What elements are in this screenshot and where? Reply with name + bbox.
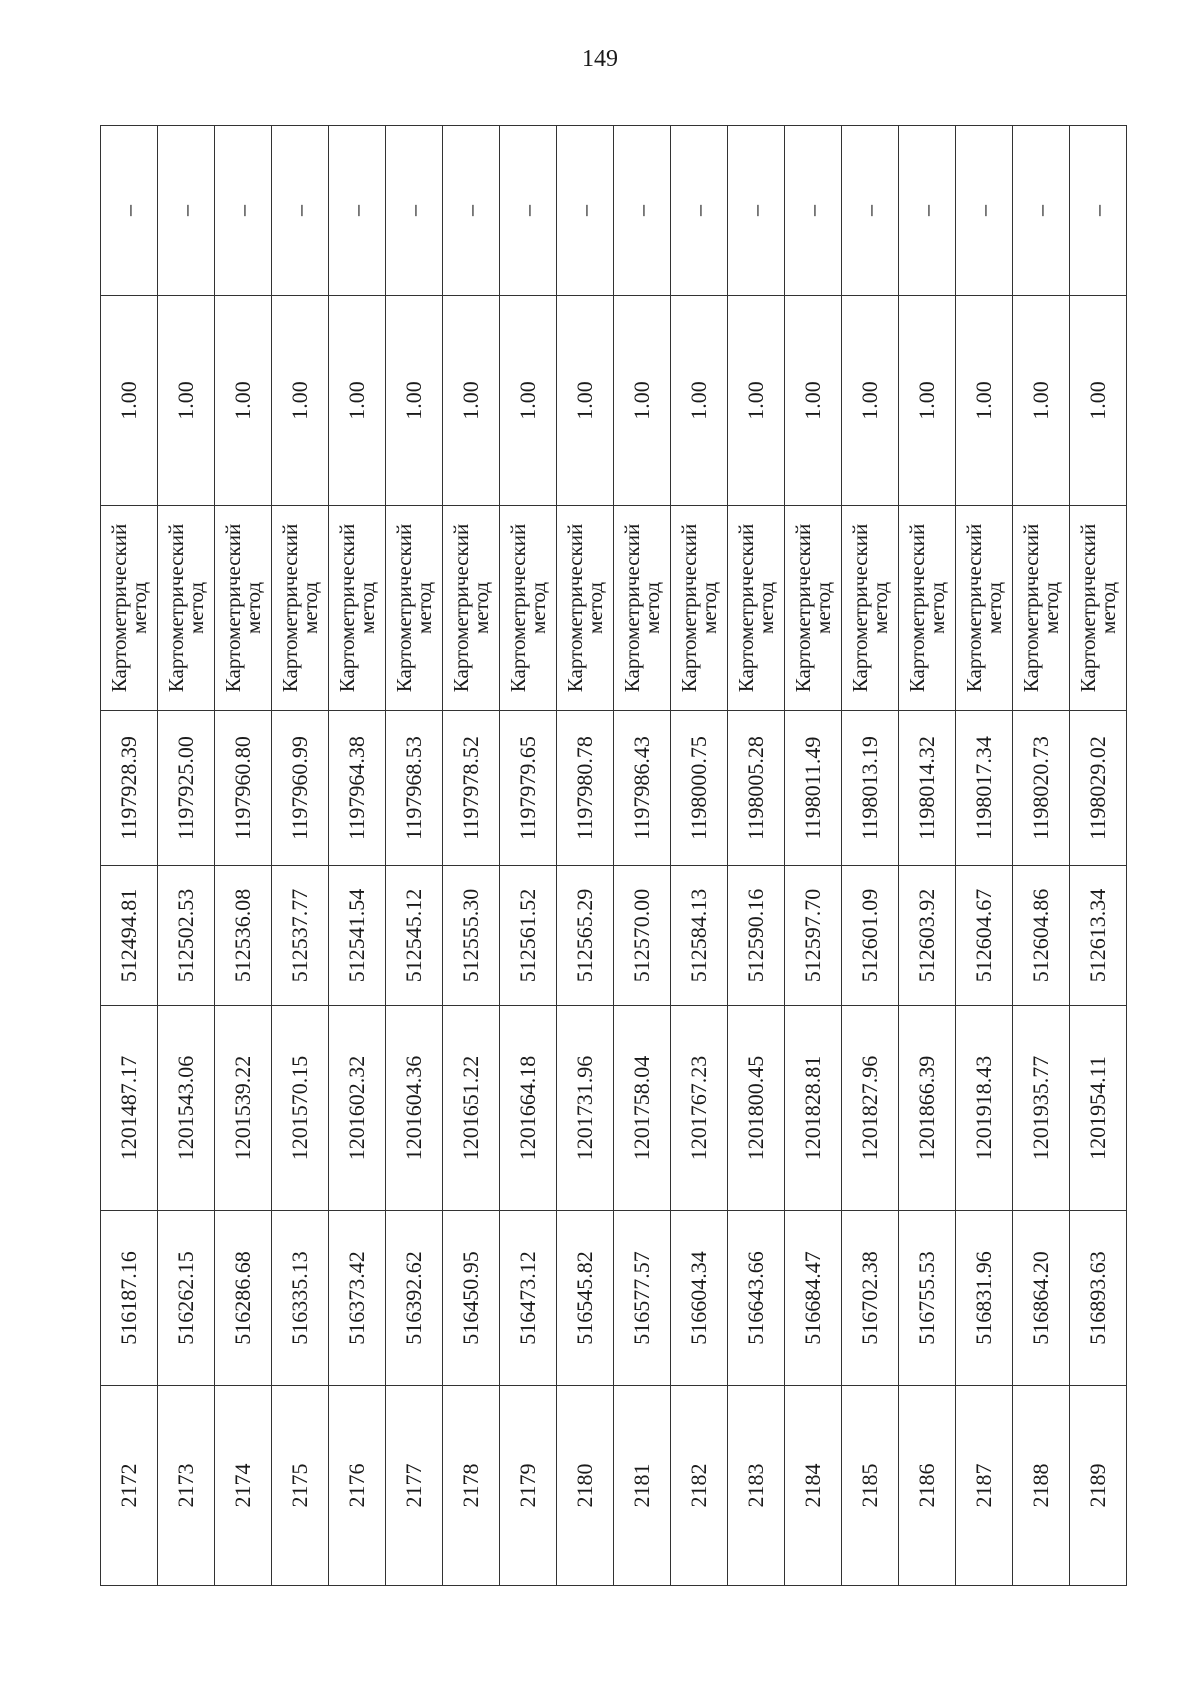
- point-number-cell: 2188: [1013, 1386, 1070, 1586]
- method-line-2: метод: [754, 581, 778, 635]
- note-cell: –: [956, 126, 1013, 296]
- method-line-2: метод: [1039, 581, 1063, 635]
- method-cell: [956, 506, 1013, 711]
- method-cell: [1013, 506, 1070, 711]
- x-coordinate-cell: 516473.12: [500, 1211, 557, 1386]
- x-coordinate-cell: 516392.62: [386, 1211, 443, 1386]
- note-cell: –: [443, 126, 500, 296]
- y-coordinate-secondary-cell: 1198014.32: [899, 711, 956, 866]
- y-coordinate-secondary-cell: 1197986.43: [614, 711, 671, 866]
- method-cell: [443, 506, 500, 711]
- method-line-1: Картометрический: [278, 523, 302, 693]
- point-number-cell: 2189: [1070, 1386, 1127, 1586]
- y-coordinate-secondary-cell: 1197968.53: [386, 711, 443, 866]
- y-coordinate-secondary-cell: 1197925.00: [158, 711, 215, 866]
- y-coordinate-secondary-cell: 1198020.73: [1013, 711, 1070, 866]
- method-line-2: метод: [583, 581, 607, 635]
- y-coordinate-cell: 1201935.77: [1013, 1006, 1070, 1211]
- point-number-cell: 2184: [785, 1386, 842, 1586]
- x-coordinate-secondary-cell: 512494.81: [101, 866, 158, 1006]
- method-line-2: метод: [298, 581, 322, 635]
- accuracy-cell: 1.00: [272, 296, 329, 506]
- accuracy-cell: 1.00: [557, 296, 614, 506]
- table-row: [443, 126, 500, 1586]
- accuracy-cell: 1.00: [443, 296, 500, 506]
- point-number-cell: 2174: [215, 1386, 272, 1586]
- method-cell: [899, 506, 956, 711]
- x-coordinate-secondary-cell: 512536.08: [215, 866, 272, 1006]
- y-coordinate-cell: 1201767.23: [671, 1006, 728, 1211]
- y-coordinate-cell: 1201543.06: [158, 1006, 215, 1211]
- y-coordinate-cell: 1201602.32: [329, 1006, 386, 1211]
- method-cell: [386, 506, 443, 711]
- method-line-1: Картометрический: [506, 523, 530, 693]
- x-coordinate-secondary-cell: 512613.34: [1070, 866, 1127, 1006]
- point-number-cell: 2175: [272, 1386, 329, 1586]
- table-body: [101, 126, 1127, 1586]
- method-line-1: Картометрический: [164, 523, 188, 693]
- note-cell: –: [329, 126, 386, 296]
- y-coordinate-secondary-cell: 1198017.34: [956, 711, 1013, 866]
- method-line-1: Картометрический: [848, 523, 872, 693]
- page-number: 149: [582, 46, 618, 72]
- x-coordinate-secondary-cell: 512584.13: [671, 866, 728, 1006]
- point-number-cell: 2180: [557, 1386, 614, 1586]
- method-line-1: Картометрический: [905, 523, 929, 693]
- table-row: [728, 126, 785, 1586]
- accuracy-cell: 1.00: [842, 296, 899, 506]
- x-coordinate-secondary-cell: 512604.67: [956, 866, 1013, 1006]
- x-coordinate-cell: 516187.16: [101, 1211, 158, 1386]
- y-coordinate-cell: 1201800.45: [728, 1006, 785, 1211]
- x-coordinate-secondary-cell: 512541.54: [329, 866, 386, 1006]
- note-cell: –: [386, 126, 443, 296]
- method-line-1: Картометрический: [563, 523, 587, 693]
- method-cell: [101, 506, 158, 711]
- x-coordinate-cell: 516893.63: [1070, 1211, 1127, 1386]
- method-line-1: Картометрический: [620, 523, 644, 693]
- y-coordinate-secondary-cell: 1198029.02: [1070, 711, 1127, 866]
- point-number-cell: 2185: [842, 1386, 899, 1586]
- coordinates-table-container: [100, 126, 1120, 1586]
- note-cell: –: [728, 126, 785, 296]
- method-line-1: Картометрический: [677, 523, 701, 693]
- y-coordinate-secondary-cell: 1198005.28: [728, 711, 785, 866]
- method-line-2: метод: [640, 581, 664, 635]
- method-cell: [272, 506, 329, 711]
- point-number-cell: 2173: [158, 1386, 215, 1586]
- y-coordinate-cell: 1201539.22: [215, 1006, 272, 1211]
- x-coordinate-secondary-cell: 512590.16: [728, 866, 785, 1006]
- note-cell: –: [557, 126, 614, 296]
- accuracy-cell: 1.00: [1070, 296, 1127, 506]
- accuracy-cell: 1.00: [785, 296, 842, 506]
- point-number-cell: 2176: [329, 1386, 386, 1586]
- method-line-1: Картометрический: [1019, 523, 1043, 693]
- x-coordinate-secondary-cell: 512604.86: [1013, 866, 1070, 1006]
- y-coordinate-cell: 1201651.22: [443, 1006, 500, 1211]
- x-coordinate-secondary-cell: 512597.70: [785, 866, 842, 1006]
- table-row: [1013, 126, 1070, 1586]
- accuracy-cell: 1.00: [158, 296, 215, 506]
- y-coordinate-secondary-cell: 1197964.38: [329, 711, 386, 866]
- method-line-2: метод: [355, 581, 379, 635]
- table-row: [899, 126, 956, 1586]
- method-line-1: Картометрический: [962, 523, 986, 693]
- note-cell: –: [671, 126, 728, 296]
- method-line-1: Картометрический: [791, 523, 815, 693]
- x-coordinate-secondary-cell: 512545.12: [386, 866, 443, 1006]
- note-cell: –: [899, 126, 956, 296]
- table-row: [842, 126, 899, 1586]
- accuracy-cell: 1.00: [614, 296, 671, 506]
- table-row: [956, 126, 1013, 1586]
- method-line-2: метод: [697, 581, 721, 635]
- method-line-1: Картометрический: [392, 523, 416, 693]
- note-cell: –: [500, 126, 557, 296]
- method-line-1: Картометрический: [107, 523, 131, 693]
- table-row: [101, 126, 158, 1586]
- method-cell: [1070, 506, 1127, 711]
- method-line-2: метод: [1096, 581, 1120, 635]
- method-cell: [728, 506, 785, 711]
- table-row: [671, 126, 728, 1586]
- x-coordinate-cell: 516755.53: [899, 1211, 956, 1386]
- method-line-1: Картометрический: [221, 523, 245, 693]
- y-coordinate-secondary-cell: 1198000.75: [671, 711, 728, 866]
- point-number-cell: 2182: [671, 1386, 728, 1586]
- note-cell: –: [614, 126, 671, 296]
- note-cell: –: [272, 126, 329, 296]
- note-cell: –: [842, 126, 899, 296]
- method-line-1: Картометрический: [734, 523, 758, 693]
- coordinates-table: [100, 125, 1127, 1586]
- method-line-2: метод: [241, 581, 265, 635]
- table-row: [500, 126, 557, 1586]
- point-number-cell: 2179: [500, 1386, 557, 1586]
- method-line-1: Картометрический: [1076, 523, 1100, 693]
- accuracy-cell: 1.00: [500, 296, 557, 506]
- accuracy-cell: 1.00: [215, 296, 272, 506]
- table-row: [785, 126, 842, 1586]
- point-number-cell: 2186: [899, 1386, 956, 1586]
- method-line-1: Картометрический: [335, 523, 359, 693]
- y-coordinate-cell: 1201828.81: [785, 1006, 842, 1211]
- y-coordinate-cell: 1201570.15: [272, 1006, 329, 1211]
- method-line-2: метод: [526, 581, 550, 635]
- note-cell: –: [158, 126, 215, 296]
- x-coordinate-cell: 516864.20: [1013, 1211, 1070, 1386]
- y-coordinate-cell: 1201604.36: [386, 1006, 443, 1211]
- x-coordinate-cell: 516831.96: [956, 1211, 1013, 1386]
- x-coordinate-secondary-cell: 512561.52: [500, 866, 557, 1006]
- method-line-1: Картометрический: [449, 523, 473, 693]
- accuracy-cell: 1.00: [899, 296, 956, 506]
- accuracy-cell: 1.00: [386, 296, 443, 506]
- x-coordinate-cell: 516684.47: [785, 1211, 842, 1386]
- y-coordinate-secondary-cell: 1198013.19: [842, 711, 899, 866]
- point-number-cell: 2178: [443, 1386, 500, 1586]
- y-coordinate-cell: 1201954.11: [1070, 1006, 1127, 1211]
- accuracy-cell: 1.00: [671, 296, 728, 506]
- y-coordinate-cell: 1201758.04: [614, 1006, 671, 1211]
- x-coordinate-secondary-cell: 512555.30: [443, 866, 500, 1006]
- table-row: [158, 126, 215, 1586]
- y-coordinate-secondary-cell: 1197979.65: [500, 711, 557, 866]
- accuracy-cell: 1.00: [101, 296, 158, 506]
- y-coordinate-cell: 1201827.96: [842, 1006, 899, 1211]
- method-cell: [842, 506, 899, 711]
- method-cell: [614, 506, 671, 711]
- x-coordinate-cell: 516373.42: [329, 1211, 386, 1386]
- y-coordinate-secondary-cell: 1198011.49: [785, 711, 842, 866]
- x-coordinate-secondary-cell: 512537.77: [272, 866, 329, 1006]
- x-coordinate-cell: 516577.57: [614, 1211, 671, 1386]
- method-line-2: метод: [982, 581, 1006, 635]
- x-coordinate-cell: 516702.38: [842, 1211, 899, 1386]
- y-coordinate-secondary-cell: 1197980.78: [557, 711, 614, 866]
- method-line-2: метод: [868, 581, 892, 635]
- table-row: [386, 126, 443, 1586]
- table-row: [215, 126, 272, 1586]
- x-coordinate-cell: 516604.34: [671, 1211, 728, 1386]
- note-cell: –: [1070, 126, 1127, 296]
- x-coordinate-cell: 516335.13: [272, 1211, 329, 1386]
- method-cell: [785, 506, 842, 711]
- table-row: [614, 126, 671, 1586]
- method-cell: [215, 506, 272, 711]
- x-coordinate-cell: 516286.68: [215, 1211, 272, 1386]
- y-coordinate-secondary-cell: 1197928.39: [101, 711, 158, 866]
- method-line-2: метод: [184, 581, 208, 635]
- y-coordinate-cell: 1201487.17: [101, 1006, 158, 1211]
- y-coordinate-cell: 1201918.43: [956, 1006, 1013, 1211]
- x-coordinate-cell: 516450.95: [443, 1211, 500, 1386]
- accuracy-cell: 1.00: [329, 296, 386, 506]
- point-number-cell: 2181: [614, 1386, 671, 1586]
- y-coordinate-cell: 1201866.39: [899, 1006, 956, 1211]
- accuracy-cell: 1.00: [956, 296, 1013, 506]
- table-row: [329, 126, 386, 1586]
- table-row: [557, 126, 614, 1586]
- method-line-2: метод: [127, 581, 151, 635]
- y-coordinate-secondary-cell: 1197960.80: [215, 711, 272, 866]
- method-cell: [671, 506, 728, 711]
- point-number-cell: 2187: [956, 1386, 1013, 1586]
- method-cell: [158, 506, 215, 711]
- method-line-2: метод: [469, 581, 493, 635]
- x-coordinate-secondary-cell: 512570.00: [614, 866, 671, 1006]
- accuracy-cell: 1.00: [1013, 296, 1070, 506]
- y-coordinate-cell: 1201731.96: [557, 1006, 614, 1211]
- table-row: [272, 126, 329, 1586]
- point-number-cell: 2172: [101, 1386, 158, 1586]
- x-coordinate-cell: 516262.15: [158, 1211, 215, 1386]
- point-number-cell: 2177: [386, 1386, 443, 1586]
- method-line-2: метод: [412, 581, 436, 635]
- method-line-2: метод: [811, 581, 835, 635]
- x-coordinate-cell: 516643.66: [728, 1211, 785, 1386]
- point-number-cell: 2183: [728, 1386, 785, 1586]
- note-cell: –: [1013, 126, 1070, 296]
- method-line-2: метод: [925, 581, 949, 635]
- table-row: [1070, 126, 1127, 1586]
- x-coordinate-cell: 516545.82: [557, 1211, 614, 1386]
- x-coordinate-secondary-cell: 512603.92: [899, 866, 956, 1006]
- note-cell: –: [215, 126, 272, 296]
- method-cell: [500, 506, 557, 711]
- x-coordinate-secondary-cell: 512565.29: [557, 866, 614, 1006]
- note-cell: –: [785, 126, 842, 296]
- x-coordinate-secondary-cell: 512502.53: [158, 866, 215, 1006]
- accuracy-cell: 1.00: [728, 296, 785, 506]
- x-coordinate-secondary-cell: 512601.09: [842, 866, 899, 1006]
- y-coordinate-secondary-cell: 1197978.52: [443, 711, 500, 866]
- y-coordinate-cell: 1201664.18: [500, 1006, 557, 1211]
- method-cell: [557, 506, 614, 711]
- y-coordinate-secondary-cell: 1197960.99: [272, 711, 329, 866]
- method-cell: [329, 506, 386, 711]
- note-cell: –: [101, 126, 158, 296]
